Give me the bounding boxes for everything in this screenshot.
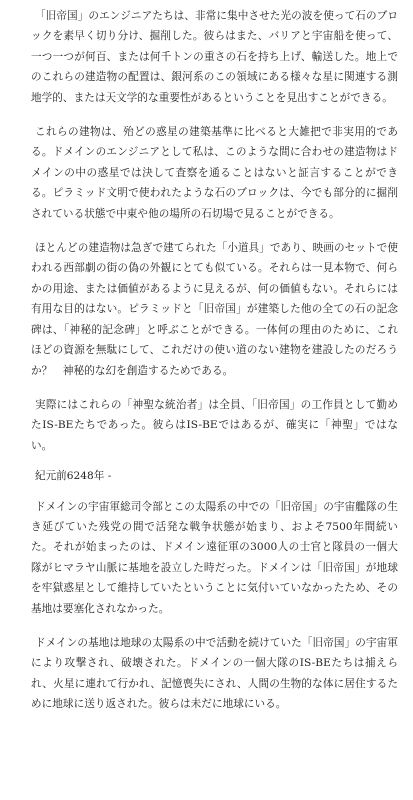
paragraph-gap <box>31 108 398 122</box>
paragraph-3: ほとんどの建造物は急ぎで建てられた「小道具」であり、映画のセットで使われる西部劇の街の偽の外観にとても似ている。それらは一見本物で、何らかの用途、または価値があるように見えるが、何の価値もない。それらには有用な目的はない。ピラミッドと「旧帝国」が建築した他の全ての石の記念碑は、「神秘的記念碑」と呼ぶことができる。一体何の理由のために、これほどの資源を無駄にして、これだけの使い道のない建物を建設したのだろうか？ 神秘的な幻を創造するためである。 <box>31 242 398 377</box>
paragraph-1: 「旧帝国」のエンジニアたちは、非常に集中させた光の波を使って石のブロックを素早く切り分け、掘削した。彼らはまた、バリアと宇宙船を使って、一つ一つが何百、または何千トンの重さの石を持ち上げ、輸送した。地上でのこれらの建造物の配置は、銀河系のこの領域にある様々な星に関連する測地学的、または天文学的な重要性があるということを見出すことができる。 <box>31 10 398 104</box>
paragraph-gap <box>31 381 398 395</box>
paragraph-4: 実際にはこれらの「神聖な統治者」は全員、「旧帝国」の工作員として勤めたIS-BEたちであった。彼らはIS-BEではあるが、確実に「神聖」ではない。 <box>31 398 398 452</box>
section-paragraph-2: ドメインの基地は地球の太陽系の中で活動を続けていた「旧帝国」の宇宙軍により攻撃され、破壊された。ドメインの一個大隊のIS-BEたちは捕えられ、火星に連れて行かれ、記憶喪失にされ、人間の生物的な体に居住するために地球に送り返された。彼らは未だに地球にいる。 <box>31 636 398 711</box>
paragraph-2: これらの建物は、殆どの惑星の建築基準に比べると大雑把で非実用的である。ドメインのエンジニアとして私は、このような間に合わせの建造物はドメインの中の惑星では決して査察を通ることはないと証言することができる。ピラミッド文明で使われたような石のブロックは、今でも部分的に掘削されている状態で中東や他の場所の石切場で見ることができる。 <box>31 126 398 220</box>
paragraph-gap <box>31 224 398 238</box>
section-paragraph-1: ドメインの宇宙軍総司令部とこの太陽系の中での「旧帝国」の宇宙艦隊の生き延びていた残党の間で活発な戦争状態が始まり、およそ7500年間続いた。それが始まったのは、ドメイン遠征軍の3000人の士官と隊員の一個大隊がヒマラヤ山脈に基地を設立した時だった。ドメインは「旧帝国」が地球を牢獄惑星として維持していたということに気付いていなかったため、その基地は要塞化されなかった。 <box>31 500 398 615</box>
paragraph-gap <box>31 456 398 466</box>
paragraph-gap <box>31 619 398 633</box>
paragraph-gap <box>31 487 398 497</box>
section-heading: 紀元前6248年 - <box>35 470 112 483</box>
